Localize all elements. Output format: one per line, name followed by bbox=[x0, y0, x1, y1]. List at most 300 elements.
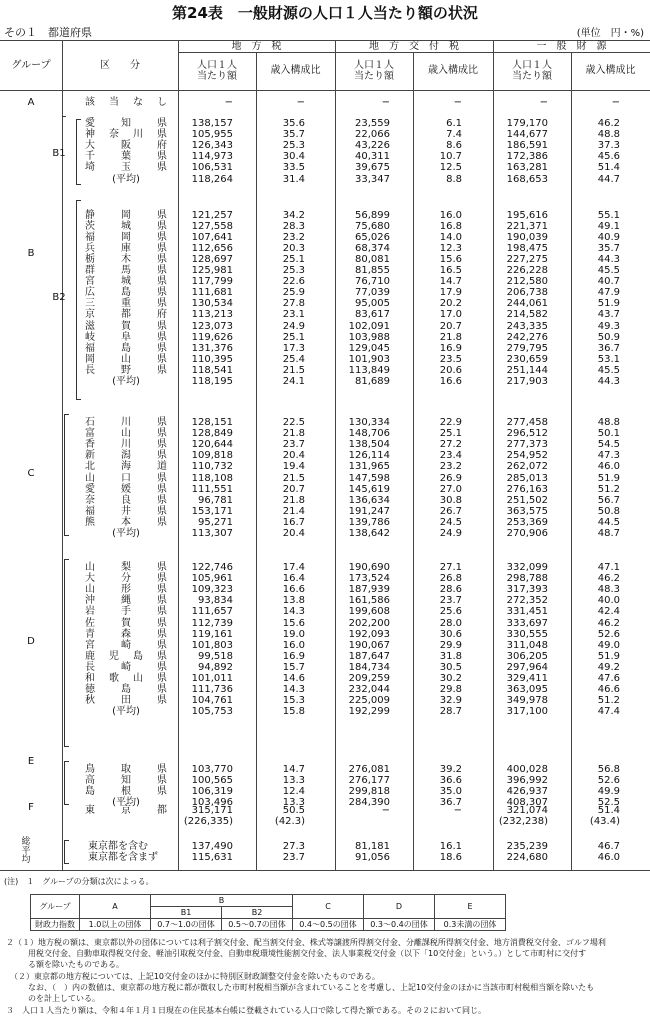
header-chiho-kofu: 地 方 交 付 税 bbox=[369, 41, 459, 52]
cell-value: 26.7 bbox=[439, 505, 462, 517]
cell-value: 105,753 bbox=[191, 706, 233, 718]
cell-value: 35.7 bbox=[282, 129, 305, 141]
row-name: 東京都 bbox=[85, 805, 167, 816]
row-name: 東京都を含まず bbox=[88, 852, 158, 863]
cell-value: 311,048 bbox=[506, 639, 548, 651]
cell-value: 48.8 bbox=[597, 129, 620, 141]
cell-value: 24.5 bbox=[439, 516, 462, 528]
cell-value: 217,903 bbox=[506, 375, 548, 387]
page-title: 第24表 一般財源の人口１人当たり額の状況 bbox=[172, 4, 478, 22]
cell-value: 45.6 bbox=[597, 151, 620, 163]
cell-value: 81,855 bbox=[355, 265, 390, 277]
row-name: 鹿児島県 bbox=[85, 650, 167, 662]
cell-value: 122,746 bbox=[191, 562, 233, 573]
cell-value: 25.4 bbox=[282, 353, 305, 365]
cell-value: 349,978 bbox=[506, 695, 548, 707]
row-name: 秋田県 bbox=[85, 695, 167, 707]
bracket bbox=[62, 116, 66, 117]
row-name: 長野県 bbox=[85, 364, 167, 376]
cell-value: (43.4) bbox=[589, 816, 620, 827]
cell-value: 119,161 bbox=[191, 628, 233, 640]
cell-value: 53.1 bbox=[597, 353, 620, 365]
cell-value: 144,677 bbox=[506, 129, 548, 141]
cell-value: 33,347 bbox=[355, 173, 390, 185]
row-name: 徳島県 bbox=[85, 684, 167, 696]
cell-value: 16.7 bbox=[282, 516, 305, 528]
row-name: (平均) bbox=[112, 797, 140, 809]
cell-value: (42.3) bbox=[274, 816, 305, 827]
cell-value: 285,013 bbox=[506, 472, 548, 484]
cell-value: 251,144 bbox=[506, 364, 548, 376]
gt-head-b2: B2 bbox=[222, 907, 293, 919]
cell-value: 77,039 bbox=[355, 287, 390, 299]
cell-value: 48.8 bbox=[597, 417, 620, 428]
cell-value: 56,899 bbox=[355, 210, 390, 221]
cell-value: 22.5 bbox=[282, 417, 305, 428]
cell-value: 25.1 bbox=[282, 331, 305, 343]
row-name: 高知県 bbox=[85, 775, 167, 787]
cell-value: 16.9 bbox=[439, 342, 462, 354]
group-label-b2: B2 bbox=[52, 292, 66, 303]
cell-value: 10.7 bbox=[439, 151, 462, 163]
cell-value: 51.9 bbox=[597, 650, 620, 662]
row-name: 東京都を含む bbox=[88, 841, 148, 852]
cell-value: 100,565 bbox=[191, 775, 233, 787]
cell-value: 75,680 bbox=[355, 221, 390, 233]
cell-value: 118,541 bbox=[191, 364, 233, 376]
cell-value: 168,653 bbox=[506, 173, 548, 185]
cell-value: 44.3 bbox=[597, 375, 620, 387]
cell-value: 23,559 bbox=[355, 118, 390, 129]
cell-value: 20.2 bbox=[439, 298, 462, 310]
row-name: 山口県 bbox=[85, 472, 167, 484]
table-row bbox=[0, 428, 650, 439]
cell-value: 36.6 bbox=[439, 775, 462, 787]
cell-value: 119,626 bbox=[191, 331, 233, 343]
table-row bbox=[0, 629, 650, 640]
table-row bbox=[0, 651, 650, 662]
cell-value: 76,710 bbox=[355, 276, 390, 288]
cell-value: 297,964 bbox=[506, 661, 548, 673]
cell-value: 48.7 bbox=[597, 528, 620, 539]
header-ratio: 歳入構成比 bbox=[270, 65, 321, 76]
cell-value: 24.9 bbox=[439, 528, 462, 539]
cell-value: 330,555 bbox=[506, 628, 548, 640]
cell-value: 284,390 bbox=[348, 797, 390, 809]
cell-value: 106,531 bbox=[191, 162, 233, 174]
cell-value: 40,311 bbox=[355, 151, 390, 163]
cell-value: 137,490 bbox=[191, 841, 233, 852]
cell-value: 8.6 bbox=[446, 140, 462, 152]
cell-value: 110,732 bbox=[191, 461, 233, 473]
cell-value: 49.3 bbox=[597, 320, 620, 332]
cell-value: 244,061 bbox=[506, 298, 548, 310]
table-row bbox=[0, 287, 650, 298]
cell-value: 16.5 bbox=[439, 265, 462, 277]
cell-value: 277,373 bbox=[506, 439, 548, 451]
cell-value: 46.0 bbox=[597, 461, 620, 473]
cell-value: 27.0 bbox=[439, 483, 462, 495]
table-row bbox=[0, 354, 650, 365]
unit-label: (単位 円・%) bbox=[576, 28, 644, 39]
row-name: 静岡県 bbox=[85, 210, 167, 221]
table-row bbox=[0, 506, 650, 517]
row-name: 岡山県 bbox=[85, 353, 167, 365]
cell-value: 49.2 bbox=[597, 661, 620, 673]
cell-value: 17.3 bbox=[282, 342, 305, 354]
cell-value: 113,307 bbox=[191, 528, 233, 539]
table-row bbox=[0, 562, 650, 573]
cell-value: 50.8 bbox=[597, 505, 620, 517]
cell-value: 114,973 bbox=[191, 151, 233, 163]
cell-value: 230,659 bbox=[506, 353, 548, 365]
cell-value: 36.7 bbox=[597, 342, 620, 354]
cell-value: (232,238) bbox=[498, 816, 548, 827]
cell-value: 35.7 bbox=[597, 243, 620, 255]
cell-value: 104,761 bbox=[191, 695, 233, 707]
cell-value: 112,656 bbox=[191, 243, 233, 255]
table-row bbox=[0, 309, 650, 320]
cell-value: 16.6 bbox=[439, 375, 462, 387]
cell-value: 161,586 bbox=[348, 595, 390, 607]
cell-value: 47.6 bbox=[597, 673, 620, 684]
row-name: 富山県 bbox=[85, 428, 167, 440]
table-row bbox=[0, 852, 650, 863]
cell-value: 262,072 bbox=[506, 461, 548, 473]
cell-value: 111,551 bbox=[191, 483, 233, 495]
cell-value: 221,371 bbox=[506, 221, 548, 233]
cell-value: 118,264 bbox=[191, 173, 233, 185]
cell-value: 68,374 bbox=[355, 243, 390, 255]
gt-head-group: グループ bbox=[31, 895, 80, 919]
cell-value: 50.9 bbox=[597, 331, 620, 343]
cell-value: 37.3 bbox=[597, 140, 620, 152]
cell-value: 43,226 bbox=[355, 140, 390, 152]
cell-value: 111,736 bbox=[191, 684, 233, 696]
cell-value: 49.9 bbox=[597, 786, 620, 798]
row-name: 青森県 bbox=[85, 628, 167, 640]
cell-value: 125,981 bbox=[191, 265, 233, 277]
cell-value: 206,738 bbox=[506, 287, 548, 299]
gt-head-e: E bbox=[435, 895, 506, 919]
cell-value: 22,066 bbox=[355, 129, 390, 141]
cell-value: 30.5 bbox=[439, 661, 462, 673]
cell-value: 276,163 bbox=[506, 483, 548, 495]
row-name: 福島県 bbox=[85, 342, 167, 354]
group-classification-table bbox=[30, 894, 506, 931]
header-bottom-border bbox=[0, 90, 650, 91]
cell-value: 173,524 bbox=[348, 573, 390, 585]
cell-value: 20.6 bbox=[439, 364, 462, 376]
cell-value: 23.7 bbox=[439, 595, 462, 607]
cell-value: − bbox=[224, 97, 233, 108]
row-name: 島根県 bbox=[85, 786, 167, 798]
cell-value: 30.2 bbox=[439, 673, 462, 684]
cell-value: − bbox=[296, 97, 305, 108]
cell-value: 49.1 bbox=[597, 221, 620, 233]
row-name: 新潟県 bbox=[85, 450, 167, 462]
table-row bbox=[0, 254, 650, 265]
table-row bbox=[0, 786, 650, 797]
row-name: 千葉県 bbox=[85, 151, 167, 163]
header-mid-border bbox=[178, 52, 650, 53]
cell-value: 107,641 bbox=[191, 232, 233, 244]
cell-value: 44.3 bbox=[597, 254, 620, 266]
cell-value: 40.0 bbox=[597, 595, 620, 607]
cell-value: 52.6 bbox=[597, 775, 620, 787]
table-row bbox=[0, 321, 650, 332]
cell-value: 15.3 bbox=[282, 695, 305, 707]
row-name: 山形県 bbox=[85, 584, 167, 596]
cell-value: 51.9 bbox=[597, 298, 620, 310]
cell-value: 20.3 bbox=[282, 243, 305, 255]
row-name: 奈良県 bbox=[85, 494, 167, 506]
cell-value: 51.2 bbox=[597, 483, 620, 495]
cell-value: 12.4 bbox=[282, 786, 305, 798]
cell-value: 81,181 bbox=[355, 841, 390, 852]
cell-value: 123,073 bbox=[191, 320, 233, 332]
table-row bbox=[0, 695, 650, 706]
cell-value: 184,734 bbox=[348, 661, 390, 673]
cell-value: 17.9 bbox=[439, 287, 462, 299]
cell-value: 51.4 bbox=[597, 805, 620, 816]
gt-head-b1: B1 bbox=[151, 907, 222, 919]
row-name: 佐賀県 bbox=[85, 617, 167, 629]
cell-value: 47.9 bbox=[597, 287, 620, 299]
cell-value: 28.3 bbox=[282, 221, 305, 233]
cell-value: 332,099 bbox=[506, 562, 548, 573]
cell-value: 27.1 bbox=[439, 562, 462, 573]
table-row bbox=[0, 174, 650, 185]
cell-value: 23.4 bbox=[439, 450, 462, 462]
table-row bbox=[0, 232, 650, 243]
table-row bbox=[0, 332, 650, 343]
row-name: 埼玉県 bbox=[85, 162, 167, 174]
header-chiho-zei: 地 方 税 bbox=[231, 41, 282, 52]
cell-value: 22.9 bbox=[439, 417, 462, 428]
cell-value: 232,044 bbox=[348, 684, 390, 696]
cell-value: 190,039 bbox=[506, 232, 548, 244]
note-4: ３ 人口１人当たり額は、令和４年１月１日現在の住民基本台帳に登載されている人口で除して得た額である。その２において同じ。 bbox=[6, 1006, 486, 1015]
cell-value: 25.3 bbox=[282, 265, 305, 277]
header-per-capita: 人口１人 当たり額 bbox=[197, 60, 237, 82]
cell-value: 242,276 bbox=[506, 331, 548, 343]
cell-value: 109,323 bbox=[191, 584, 233, 596]
cell-value: 30.8 bbox=[439, 494, 462, 506]
cell-value: 40.7 bbox=[597, 276, 620, 288]
cell-value: 299,818 bbox=[348, 786, 390, 798]
cell-value: 16.0 bbox=[439, 210, 462, 221]
cell-value: 46.7 bbox=[597, 841, 620, 852]
cell-value: 225,009 bbox=[348, 695, 390, 707]
cell-value: 127,558 bbox=[191, 221, 233, 233]
row-name: 愛媛県 bbox=[85, 483, 167, 495]
cell-value: 39,675 bbox=[355, 162, 390, 174]
cell-value: 138,504 bbox=[348, 439, 390, 451]
cell-value: 22.6 bbox=[282, 276, 305, 288]
cell-value: 115,631 bbox=[191, 852, 233, 863]
cell-value: 20.4 bbox=[282, 450, 305, 462]
cell-value: 426,937 bbox=[506, 786, 548, 798]
cell-value: 25.9 bbox=[282, 287, 305, 299]
cell-value: 80,081 bbox=[355, 254, 390, 266]
table-row bbox=[0, 343, 650, 354]
table-row bbox=[0, 221, 650, 232]
table-row bbox=[0, 775, 650, 786]
cell-value: 91,056 bbox=[355, 852, 390, 863]
cell-value: 145,619 bbox=[348, 483, 390, 495]
cell-value: 27.2 bbox=[439, 439, 462, 451]
cell-value: 21.5 bbox=[282, 364, 305, 376]
cell-value: 14.3 bbox=[282, 684, 305, 696]
cell-value: 130,534 bbox=[191, 298, 233, 310]
cell-value: 46.2 bbox=[597, 573, 620, 585]
cell-value: 16.1 bbox=[439, 841, 462, 852]
cell-value: 202,200 bbox=[348, 617, 390, 629]
cell-value: 191,247 bbox=[348, 505, 390, 517]
cell-value: 147,598 bbox=[348, 472, 390, 484]
cell-value: 7.4 bbox=[446, 129, 462, 141]
cell-value: 190,067 bbox=[348, 639, 390, 651]
cell-value: 28.7 bbox=[439, 706, 462, 718]
cell-value: 16.6 bbox=[282, 584, 305, 596]
cell-value: 23.2 bbox=[439, 461, 462, 473]
cell-value: 105,955 bbox=[191, 129, 233, 141]
table-row bbox=[0, 243, 650, 254]
row-name: 石川県 bbox=[85, 417, 167, 428]
row-name: 北海道 bbox=[85, 461, 167, 473]
row-name: 和歌山県 bbox=[85, 673, 167, 684]
table-row bbox=[0, 365, 650, 376]
row-name: 香川県 bbox=[85, 439, 167, 451]
cell-value: 39.2 bbox=[439, 764, 462, 775]
cell-value: 45.5 bbox=[597, 265, 620, 277]
cell-value: 16.0 bbox=[282, 639, 305, 651]
cell-value: 51.4 bbox=[597, 162, 620, 174]
table-row bbox=[0, 140, 650, 151]
cell-value: 93,834 bbox=[198, 595, 233, 607]
cell-value: 19.0 bbox=[282, 628, 305, 640]
cell-value: 321,074 bbox=[506, 805, 548, 816]
cell-value: 126,343 bbox=[191, 140, 233, 152]
cell-value: 253,369 bbox=[506, 516, 548, 528]
table-row bbox=[0, 495, 650, 506]
cell-value: 172,386 bbox=[506, 151, 548, 163]
table-row bbox=[0, 129, 650, 140]
cell-value: 106,319 bbox=[191, 786, 233, 798]
row-name: 宮崎県 bbox=[85, 639, 167, 651]
row-name: 三重県 bbox=[85, 298, 167, 310]
row-name: 群馬県 bbox=[85, 265, 167, 277]
table-row bbox=[0, 376, 650, 387]
table-row bbox=[0, 706, 650, 717]
cell-value: 16.8 bbox=[439, 221, 462, 233]
cell-value: 163,281 bbox=[506, 162, 548, 174]
header-group: グループ bbox=[11, 60, 51, 71]
table-row bbox=[0, 265, 650, 276]
cell-value: 251,502 bbox=[506, 494, 548, 506]
cell-value: 24.9 bbox=[282, 320, 305, 332]
cell-value: 21.8 bbox=[282, 428, 305, 440]
cell-value: 14.7 bbox=[439, 276, 462, 288]
cell-value: 103,496 bbox=[191, 797, 233, 809]
row-name: 大阪府 bbox=[85, 140, 167, 152]
cell-value: 51.2 bbox=[597, 695, 620, 707]
cell-value: 8.8 bbox=[446, 173, 462, 185]
cell-value: 131,965 bbox=[348, 461, 390, 473]
cell-value: 17.0 bbox=[439, 309, 462, 321]
cell-value: 195,616 bbox=[506, 210, 548, 221]
row-name: 大分県 bbox=[85, 573, 167, 585]
cell-value: 56.8 bbox=[597, 764, 620, 775]
cell-value: 29.8 bbox=[439, 684, 462, 696]
cell-value: 277,458 bbox=[506, 417, 548, 428]
row-name: 神奈川県 bbox=[85, 129, 167, 141]
table-row bbox=[0, 473, 650, 484]
header-ippan: 一 般 財 源 bbox=[536, 41, 607, 52]
table-row bbox=[0, 528, 650, 539]
cell-value: 46.6 bbox=[597, 684, 620, 696]
cell-value: 109,818 bbox=[191, 450, 233, 462]
cell-value: 130,334 bbox=[348, 417, 390, 428]
cell-value: 21.8 bbox=[439, 331, 462, 343]
cell-value: 46.2 bbox=[597, 617, 620, 629]
cell-value: 254,952 bbox=[506, 450, 548, 462]
cell-value: 400,028 bbox=[506, 764, 548, 775]
row-name: 京都府 bbox=[85, 309, 167, 321]
cell-value: 52.6 bbox=[597, 628, 620, 640]
cell-value: 96,781 bbox=[198, 494, 233, 506]
cell-value: 21.8 bbox=[282, 494, 305, 506]
cell-value: 33.5 bbox=[282, 162, 305, 174]
cell-value: 14.0 bbox=[439, 232, 462, 244]
cell-value: 333,697 bbox=[506, 617, 548, 629]
cell-value: 396,992 bbox=[506, 775, 548, 787]
cell-value: 18.6 bbox=[439, 852, 462, 863]
cell-value: 46.2 bbox=[597, 118, 620, 129]
cell-value: 329,411 bbox=[506, 673, 548, 684]
cell-value: 101,011 bbox=[191, 673, 233, 684]
row-name: (平均) bbox=[112, 528, 140, 539]
table-row bbox=[0, 606, 650, 617]
row-name: 栃木県 bbox=[85, 254, 167, 266]
cell-value: 296,512 bbox=[506, 428, 548, 440]
cell-value: 43.7 bbox=[597, 309, 620, 321]
group-label-f: F bbox=[28, 802, 34, 813]
cell-value: 49.0 bbox=[597, 639, 620, 651]
cell-value: 50.1 bbox=[597, 428, 620, 440]
cell-value: 50.5 bbox=[282, 805, 305, 816]
cell-value: − bbox=[453, 97, 462, 108]
row-name: 該当なし bbox=[85, 97, 167, 108]
table-row bbox=[0, 118, 650, 129]
cell-value: 111,657 bbox=[191, 606, 233, 618]
table-row bbox=[0, 805, 650, 816]
cell-value: 298,788 bbox=[506, 573, 548, 585]
row-name: 福井県 bbox=[85, 505, 167, 517]
cell-value: 243,335 bbox=[506, 320, 548, 332]
row-name: 長崎県 bbox=[85, 661, 167, 673]
main-table bbox=[0, 40, 650, 870]
cell-value: 227,275 bbox=[506, 254, 548, 266]
cell-value: 14.7 bbox=[282, 764, 305, 775]
cell-value: 27.8 bbox=[282, 298, 305, 310]
gt-head-b: B bbox=[151, 895, 293, 907]
cell-value: 15.6 bbox=[282, 617, 305, 629]
row-name: 岐阜県 bbox=[85, 331, 167, 343]
cell-value: 81,689 bbox=[355, 375, 390, 387]
row-name: (平均) bbox=[112, 706, 140, 718]
